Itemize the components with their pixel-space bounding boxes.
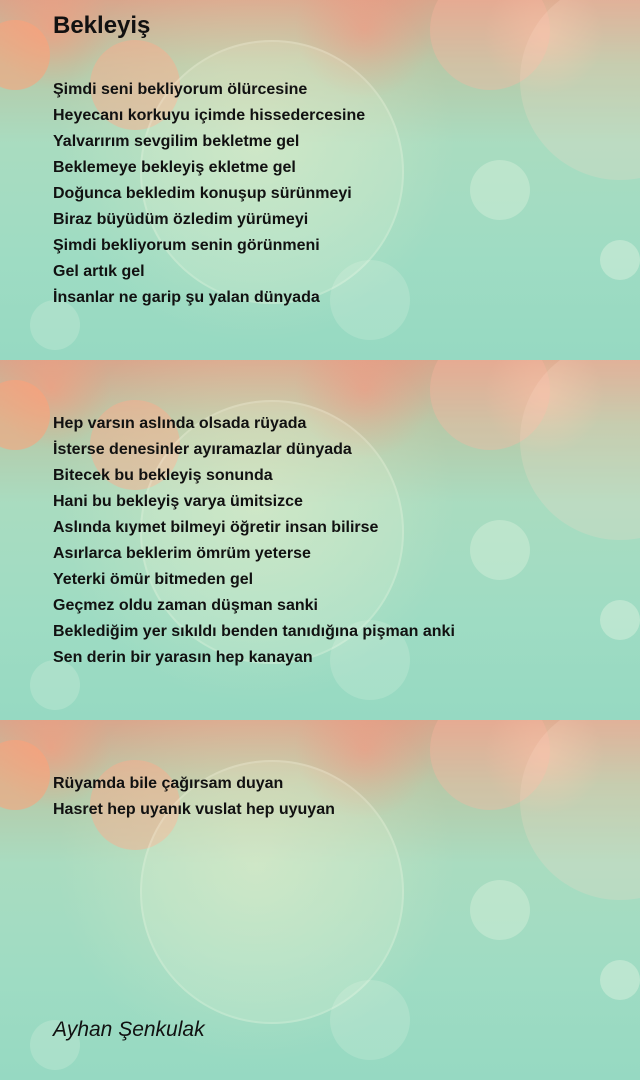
poem-line: Beklediğim yer sıkıldı benden tanıdığına pişman anki (53, 623, 455, 640)
poem-title: Bekleyiş (53, 12, 151, 39)
bokeh-light (0, 740, 50, 810)
poem-line: Geçmez oldu zaman düşman sanki (53, 597, 318, 614)
poem-panel-2 (0, 360, 640, 720)
poem-line: Bitecek bu bekleyiş sonunda (53, 467, 273, 484)
bokeh-light (0, 380, 50, 450)
poem-line: Heyecanı korkuyu içimde hissedercesine (53, 107, 366, 124)
poem-line: Rüyamda bile çağırsam duyan (53, 775, 284, 792)
stanza (53, 771, 335, 823)
poem-line: Hani bu bekleyiş varya ümitsizce (53, 493, 303, 510)
poem-panel-3 (0, 720, 640, 1080)
poem-line: Hasret hep uyanık vuslat hep uyuyan (53, 801, 335, 818)
stanza (53, 411, 455, 671)
poem-line: Beklemeye bekleyiş ekletme gel (53, 159, 296, 176)
poem-line: Doğunca bekledim konuşup sürünmeyi (53, 185, 352, 202)
poem-line: Gel artık gel (53, 263, 145, 280)
poem-line: Biraz büyüdüm özledim yürümeyi (53, 211, 309, 228)
poem-line: Hep varsın aslında olsada rüyada (53, 415, 307, 432)
poem-panel-1 (0, 0, 640, 360)
poem-line: Aslında kıymet bilmeyi öğretir insan bilirse (53, 519, 379, 536)
poem-line: Asırlarca beklerim ömrüm yeterse (53, 545, 311, 562)
poem-author: Ayhan Şenkulak (53, 1018, 205, 1041)
poem-line: Şimdi seni bekliyorum ölürcesine (53, 81, 308, 98)
poem-line: Şimdi bekliyorum senin görünmeni (53, 237, 320, 254)
poem-line: İsterse denesinler ayıramazlar dünyada (53, 441, 352, 458)
poem-line: Yeterki ömür bitmeden gel (53, 571, 254, 588)
bokeh-light (0, 20, 50, 90)
poem-line: Yalvarırım sevgilim bekletme gel (53, 133, 300, 150)
stanza (53, 77, 365, 311)
poem-line: Sen derin bir yarasın hep kanayan (53, 649, 313, 666)
poem-line: İnsanlar ne garip şu yalan dünyada (53, 289, 320, 306)
